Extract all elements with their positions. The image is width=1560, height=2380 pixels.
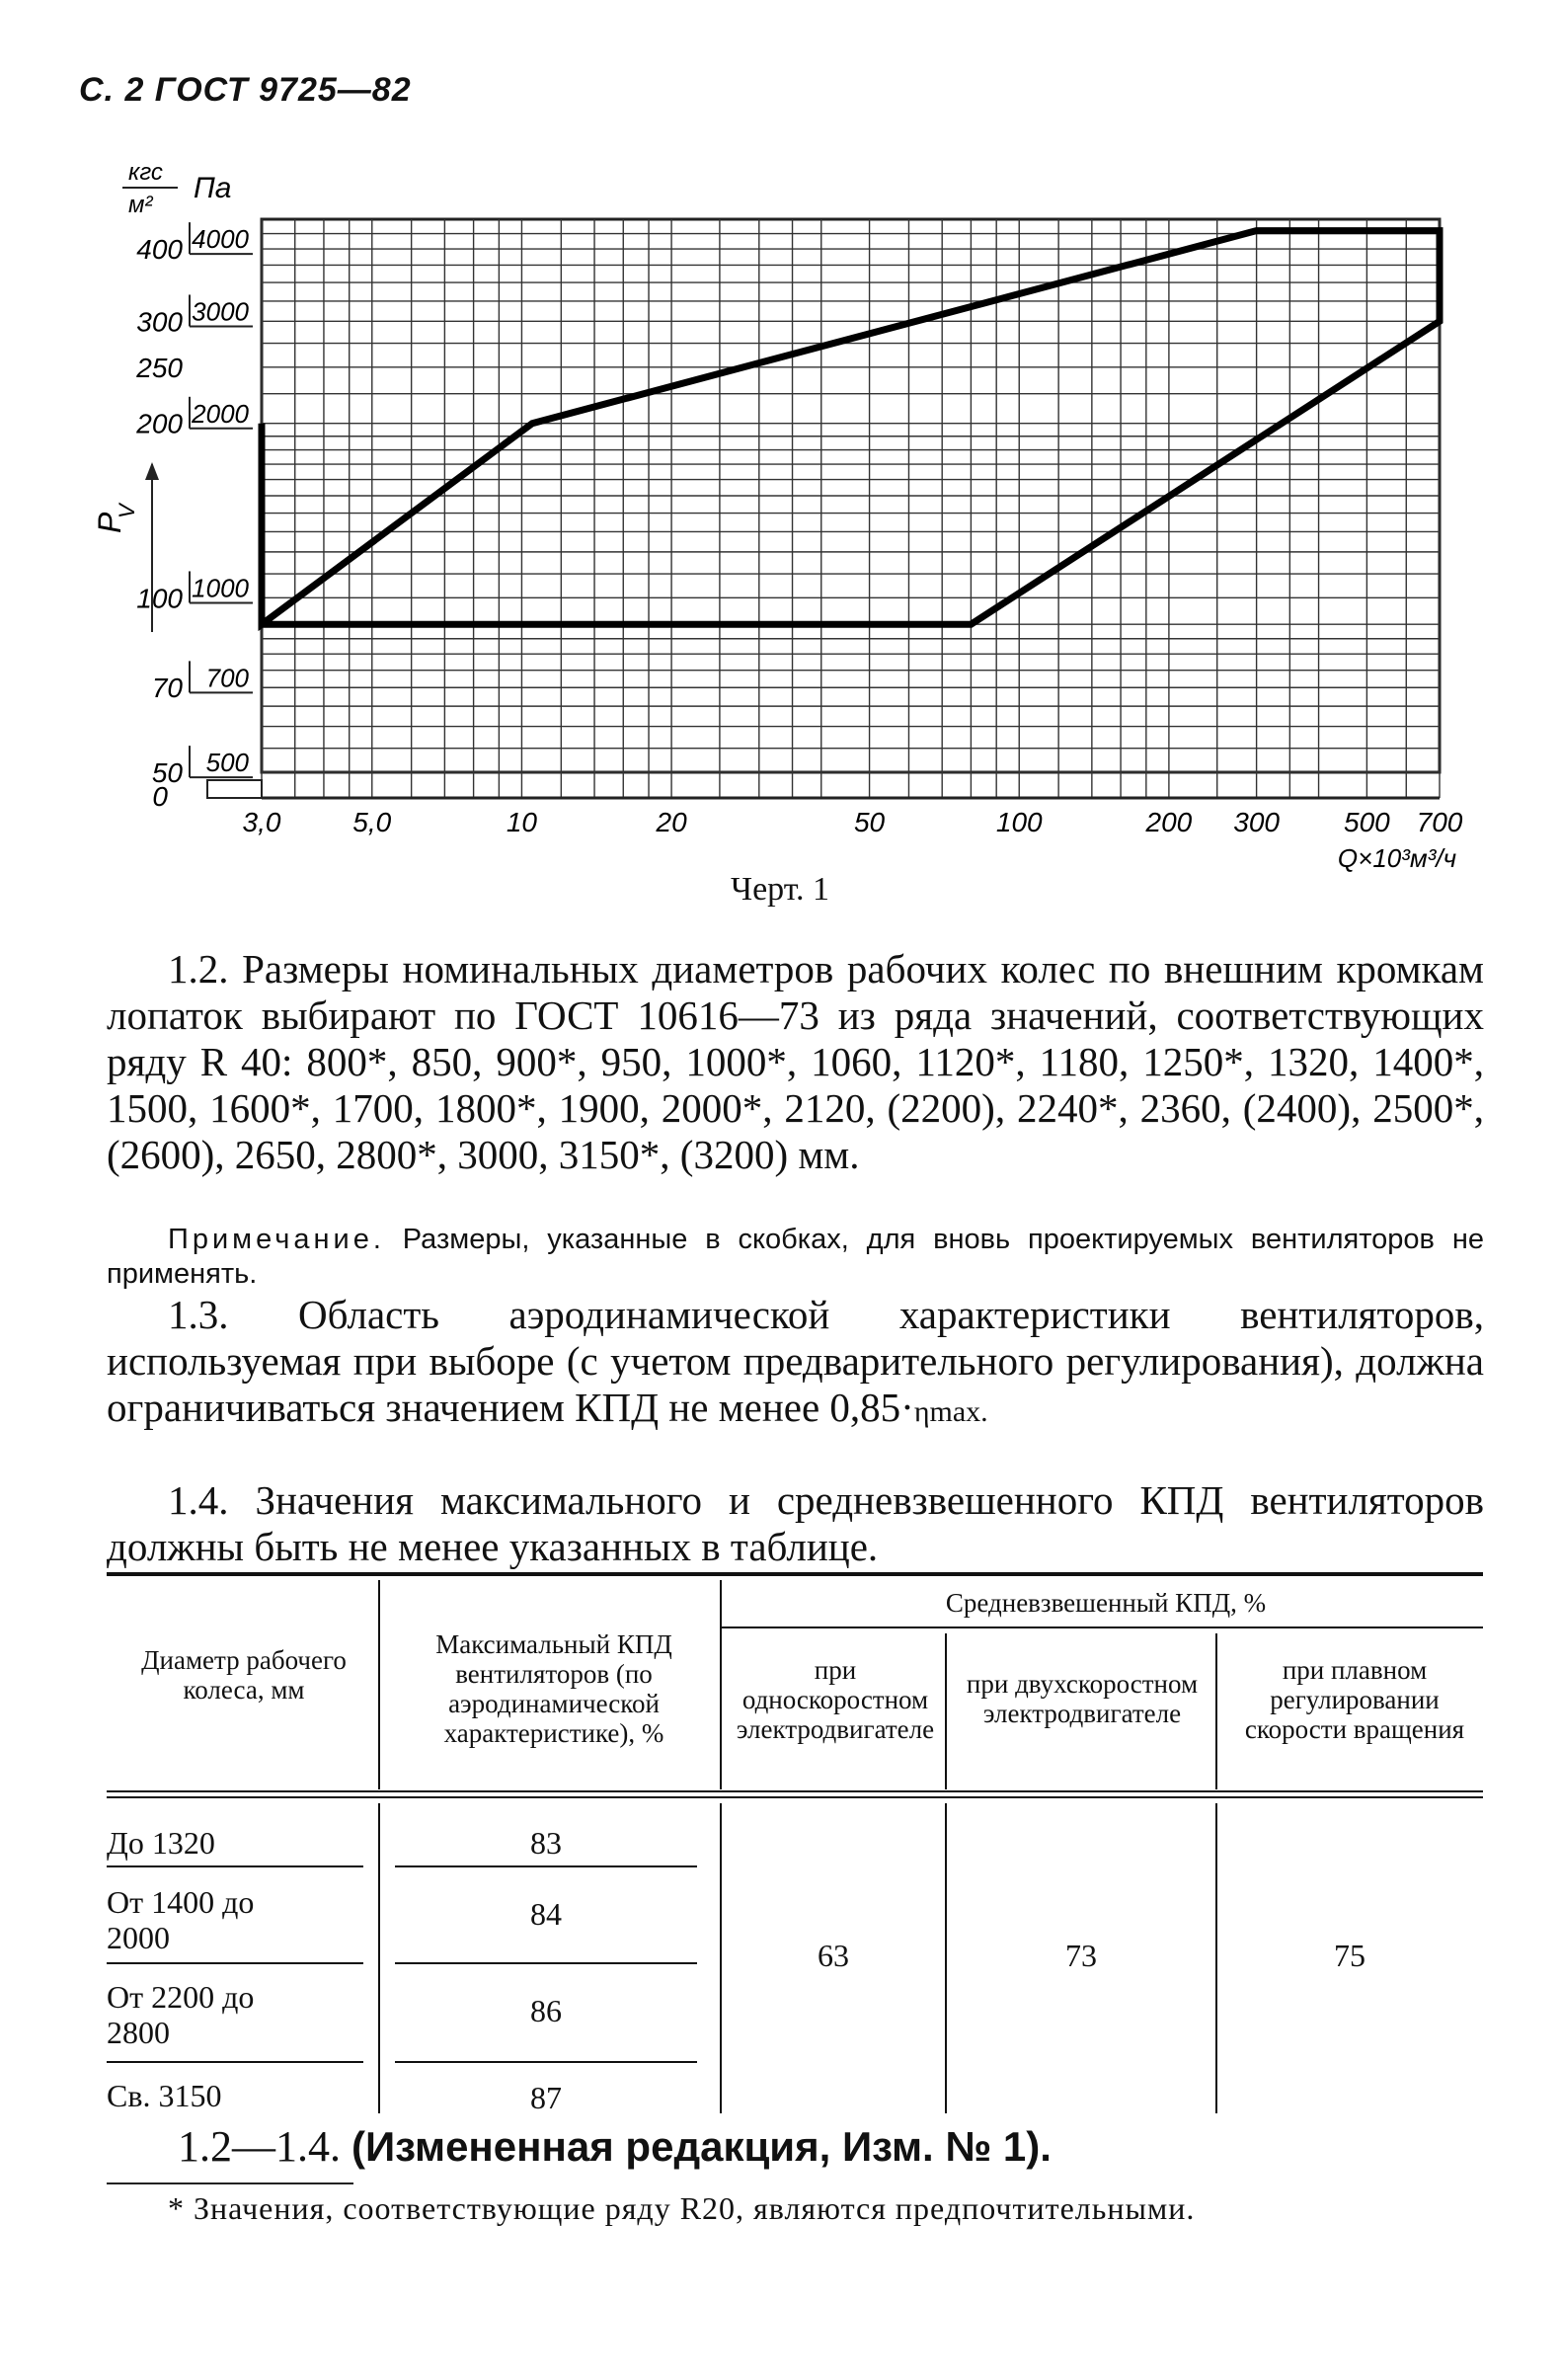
figure-caption: Черт. 1 [730, 871, 830, 908]
header-max-efficiency: Максимальный КПД вентиляторов (по аэродинамической характеристике), % [435, 1629, 672, 1748]
x-axis [243, 807, 1463, 873]
avg-one-speed-value: 63 [818, 1938, 849, 1973]
x-tick-label: 500 [1344, 807, 1390, 837]
row-diameter-2: От 1400 до 2000 [107, 1884, 255, 1955]
y-tick-pa: 3000 [192, 296, 249, 327]
header-smooth-regulation: при плавном регулировании скорости вращения [1244, 1655, 1465, 1744]
row-max-4: 87 [530, 2080, 562, 2115]
x-tick-label: 5,0 [352, 807, 392, 837]
y-unit-kgf-bottom: м² [128, 192, 153, 218]
y-axis-label: P [92, 512, 127, 533]
x-tick-label: 10 [506, 807, 538, 837]
page-header: С. 2 ГОСТ 9725—82 [79, 71, 412, 109]
y-tick-kgf: 400 [136, 234, 183, 266]
chart-grid [207, 219, 1440, 798]
note: Примечание. Размеры, указанные в скобках, для вновь проектируемых вентиляторов не применять. [107, 1224, 1484, 1290]
characteristic-chart [0, 0, 1560, 948]
footnote: * Значения, соответствующие ряду R20, являются предпочтительными. [168, 2190, 1196, 2226]
y-tick-kgf: 300 [136, 306, 183, 338]
x-tick-label: 300 [1233, 807, 1280, 837]
row-max-1: 83 [530, 1825, 562, 1861]
y-tick-pa: 4000 [192, 224, 249, 255]
y-tick-pa: 2000 [192, 398, 249, 429]
y-axis-label-sub: V [115, 504, 139, 518]
y-tick-pa: 1000 [192, 573, 249, 603]
y-tick-kgf: 70 [151, 673, 183, 704]
y-tick-kgf: 250 [136, 352, 183, 383]
x-tick-label: 50 [853, 807, 886, 837]
x-axis-label: Q×10³м³/ч [1337, 843, 1457, 873]
avg-two-speed-value: 73 [1065, 1938, 1097, 1973]
y-tick-kgf: 100 [136, 583, 183, 614]
paragraph-1-4: 1.4. Значения максимального и средневзвешенного КПД вентиляторов должны быть не менее указанных в таблице. [107, 1477, 1484, 1569]
y-unit-pa: Па [194, 172, 232, 204]
y-tick-pa: 500 [205, 748, 249, 778]
y-unit-kgf-top: кгс [128, 159, 163, 186]
avg-smooth-value: 75 [1334, 1938, 1365, 1973]
zero-box [207, 780, 262, 798]
row-diameter-1: До 1320 [107, 1825, 215, 1861]
x-tick-label: 700 [1416, 807, 1463, 837]
x-tick-label: 100 [995, 807, 1043, 837]
y-axis [92, 159, 253, 812]
footnote-rule [107, 2182, 353, 2184]
header-diameter: Диаметр рабочего колеса, мм [141, 1645, 347, 1705]
y-tick-kgf: 200 [136, 408, 183, 439]
y-tick-kgf: 50 [151, 757, 183, 788]
row-max-3: 86 [530, 1993, 562, 2028]
header-two-speed: при двухскоростном электродвигателе [966, 1669, 1199, 1728]
y-axis-arrowhead [145, 462, 159, 480]
header-one-speed: при односкоростном электродвигателе [736, 1655, 935, 1744]
row-max-2: 84 [530, 1896, 562, 1932]
x-tick-label: 3,0 [242, 807, 281, 837]
paragraph-1-3: 1.3. Область аэродинамической характеристики вентиляторов, используемая при выборе (с учетом предварительного регулирования), должна ограничиваться значением КПД не менее 0,85·ηmax. [107, 1292, 1484, 1430]
row-diameter-4: Св. 3150 [107, 2078, 222, 2113]
operating-area-outline [262, 231, 1440, 625]
eta-max: ηmax. [913, 1395, 988, 1428]
x-tick-label: 20 [656, 807, 687, 837]
x-tick-label: 200 [1145, 807, 1193, 837]
y-tick-zero: 0 [152, 781, 168, 812]
header-avg-efficiency: Средневзвешенный КПД, % [945, 1588, 1267, 1618]
paragraph-1-2: 1.2. Размеры номинальных диаметров рабочих колес по внешним кромкам лопаток выбирают по ГОСТ 10616—73 из ряда значений, соответствующих ряду R 40: 800*, 850, 900*, 950, 1000*, 1060, 1120*, 1180, 1250*, 1320, 1400*, 1500, 1600*, 1700, 1800*, 1900, 2000*, 2120, (2200), 2240*, 2360, (2400), 2500*, (2600), 2650, 2800*, 3000, 3150*, (3200) мм. [107, 946, 1484, 1177]
row-diameter-3: От 2200 до 2800 [107, 1979, 255, 2050]
y-tick-pa: 700 [205, 663, 249, 693]
change-note: 1.2—1.4. (Измененная редакция, Изм. № 1). [178, 2122, 1052, 2171]
